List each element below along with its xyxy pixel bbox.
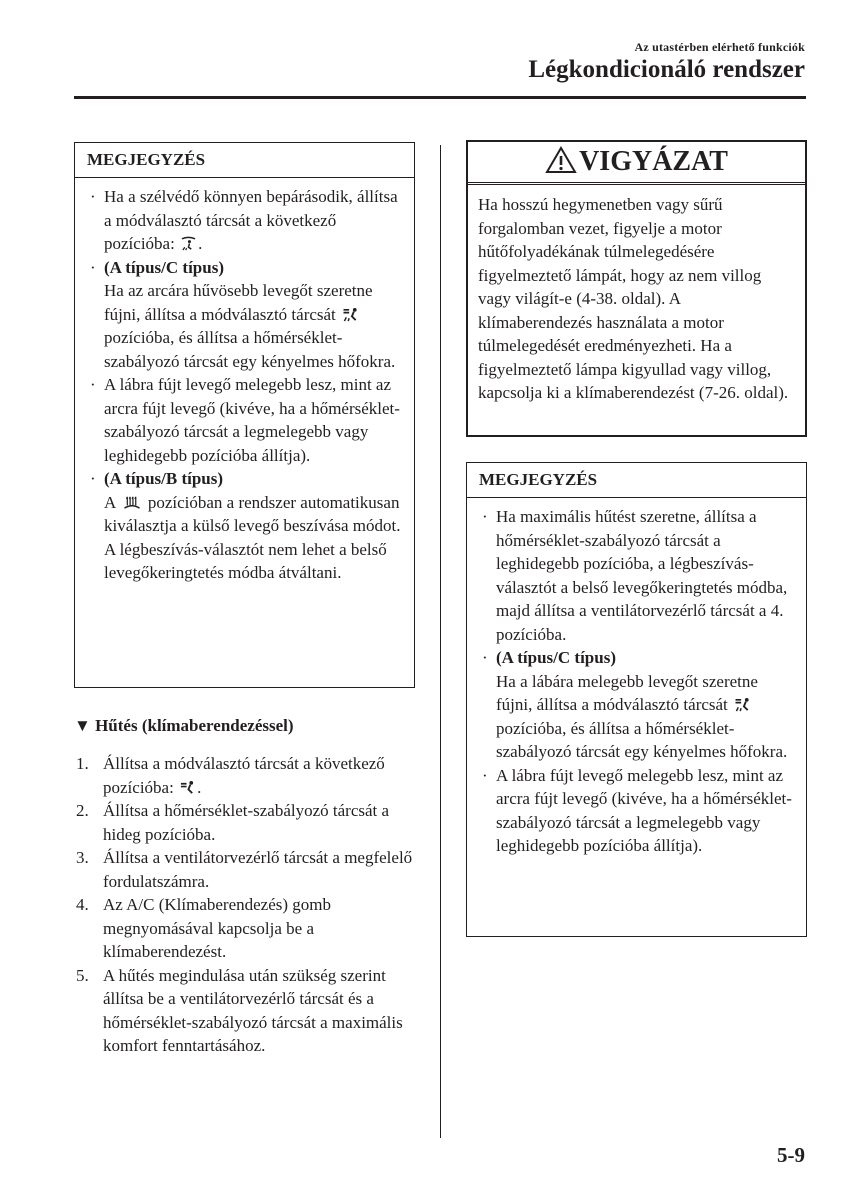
warning-title-text: VIGYÁZAT xyxy=(579,146,728,177)
step-text: A hűtés megindulása után szükség szerint állítsa be a ventilátorvezérlő tárcsát és a hőmérséklet-szabályozó tárcsát a maximális komfort fenntartásához. xyxy=(103,965,403,1055)
bullet-dot: · xyxy=(90,257,96,277)
section-subtitle: Az utastérben elérhető funkciók xyxy=(634,40,805,54)
note-text: pozícióba, és állítsa a hőmérséklet-szabályozó tárcsát egy kényelmes hőfokra. xyxy=(496,718,788,761)
step-text: Állítsa a hőmérséklet-szabályozó tárcsát a hideg pozícióba. xyxy=(103,801,390,844)
note-text: Ha az arcára hűvösebb levegőt szeretne fújni, állítsa a módválasztó tárcsát xyxy=(104,281,373,324)
note-text: A lábra fújt levegő melegebb lesz, mint az arcra fújt levegő (kivéve, ha a hőmérséklet-szabályozó tárcsát a legmelegebb vagy leghidegebb pozícióba állítja). xyxy=(104,375,400,465)
warning-triangle-icon xyxy=(545,146,577,174)
warning-title xyxy=(468,142,805,185)
airflow-face-floor-icon xyxy=(342,307,360,322)
step-number: 1. xyxy=(76,754,89,773)
step-list xyxy=(74,752,414,1058)
note-box-right xyxy=(466,462,807,937)
note-text: Ha a lábára melegebb levegőt szeretne fújni, állítsa a módválasztó tárcsát xyxy=(496,671,758,714)
airflow-floor-windshield-icon xyxy=(181,236,196,251)
bullet-dot: · xyxy=(90,187,96,206)
bullet-dot: · xyxy=(90,469,96,488)
airflow-face-floor-icon xyxy=(734,697,752,712)
note-bullet xyxy=(87,185,406,256)
step-number: 3. xyxy=(76,848,89,867)
column-divider xyxy=(440,145,441,1138)
section-heading-text: Hűtés (klímaberendezéssel) xyxy=(95,716,294,735)
note-subheading: (A típus/C típus) xyxy=(496,648,616,667)
note-bullet xyxy=(479,764,798,858)
note-bullet xyxy=(87,373,406,467)
step-number: 5. xyxy=(76,965,89,985)
section-heading xyxy=(74,714,294,738)
note-text: A lábra fújt levegő melegebb lesz, mint az arcra fújt levegő (kivéve, ha a hőmérséklet-szabályozó tárcsát a legmelegebb vagy leghidegebb pozícióba állítja). xyxy=(496,765,792,855)
note-title: MEGJEGYZÉS xyxy=(467,463,806,498)
step-number: 2. xyxy=(76,801,89,820)
note-subheading: (A típus/C típus) xyxy=(104,257,224,277)
note-body xyxy=(467,498,806,858)
note-box-left xyxy=(74,142,415,688)
bullet-dot: · xyxy=(482,507,488,526)
list-item xyxy=(74,752,414,799)
triangle-marker-icon: ▼ xyxy=(74,716,91,735)
note-bullet xyxy=(479,505,798,646)
warning-box xyxy=(466,140,807,437)
note-text: Ha a szélvédő könnyen bepárásodik, állítsa a módválasztó tárcsát a következő pozícióba: xyxy=(104,187,398,253)
list-item xyxy=(74,846,414,893)
header-rule xyxy=(74,96,806,99)
list-item xyxy=(74,799,414,846)
step-number: 4. xyxy=(76,895,89,914)
step-text-end: . xyxy=(197,777,202,797)
warning-body: Ha hosszú hegymenetben vagy sűrű forgalomban vezet, figyelje a motor hűtőfolyadékának túlmelegedésére figyelmeztető lámpát, hogy az nem villog vagy világít-e (4-38. oldal). A klímaberendezés használata a motor túlmelegedését eredményezheti. Ha a figyelmeztető lámpa kigyullad vagy villog, kapcsolja ki a klímaberendezést (7-26. oldal). xyxy=(478,195,789,402)
step-text: Állítsa a ventilátorvezérlő tárcsát a megfelelő fordulatszámra. xyxy=(103,848,413,891)
note-bullet xyxy=(87,467,406,585)
step-text: Állítsa a módválasztó tárcsát a következő pozícióba: xyxy=(103,754,385,797)
bullet-dot: · xyxy=(482,765,488,785)
note-text: pozícióban a rendszer automatikusan kiválasztja a külső levegő beszívása módot. A légbeszívás-választót nem lehet a belső levegőkeringtetés módba átváltani. xyxy=(104,492,401,582)
note-bullet xyxy=(479,646,798,764)
note-text-end: . xyxy=(198,234,203,253)
step-text: Az A/C (Klímaberendezés) gomb megnyomásával kapcsolja be a klímaberendezést. xyxy=(103,895,332,961)
note-bullet xyxy=(87,256,406,374)
bullet-dot: · xyxy=(90,375,96,394)
note-text: A xyxy=(104,492,116,512)
note-text: Ha maximális hűtést szeretne, állítsa a hőmérséklet-szabályozó tárcsát a leghidegebb pozícióba, a légbeszívás-választót a belső levegőkeringtetés módba, majd állítsa a ventilátorvezérlő tárcsát a 4. pozícióba. xyxy=(496,507,788,644)
bullet-dot: · xyxy=(482,648,488,667)
note-text: pozícióba, és állítsa a hőmérséklet-szabályozó tárcsát egy kényelmes hőfokra. xyxy=(104,328,396,371)
windshield-defroster-icon xyxy=(122,495,142,510)
page-title: Légkondicionáló rendszer xyxy=(528,56,805,83)
note-body xyxy=(75,178,414,585)
note-title: MEGJEGYZÉS xyxy=(75,143,414,178)
airflow-face-icon xyxy=(180,780,195,795)
list-item xyxy=(74,893,414,964)
page-number: 5-9 xyxy=(777,1143,805,1167)
note-subheading: (A típus/B típus) xyxy=(104,469,224,488)
list-item xyxy=(74,964,414,1058)
